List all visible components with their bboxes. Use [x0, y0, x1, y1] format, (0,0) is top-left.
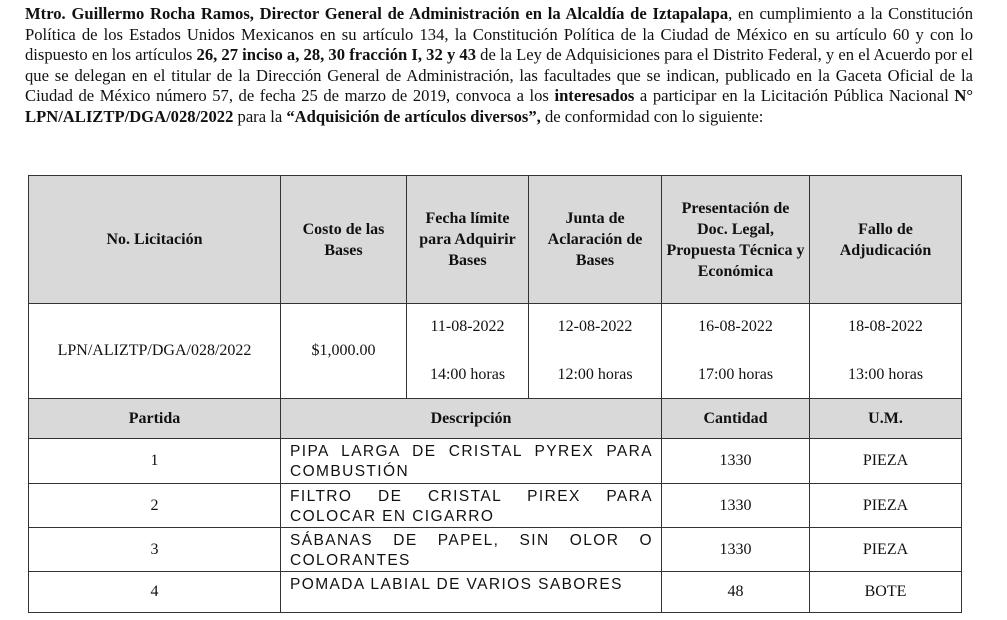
fecha-limite-cell	[407, 304, 529, 399]
adquisicion-title: “Adquisición de artículos diversos”,	[286, 106, 541, 126]
partida-description: FILTRO DE CRISTAL PIREX PARA COLOCAR EN CIGARRO	[281, 484, 662, 528]
partida-number: 3	[29, 528, 281, 572]
presentacion-cell	[662, 304, 810, 399]
fallo-cell	[810, 304, 962, 399]
partida-description: SÁBANAS DE PAPEL, SIN OLOR O COLORANTES	[281, 528, 662, 572]
partida-unit: BOTE	[810, 572, 962, 613]
junta-cell	[529, 304, 662, 399]
partida-quantity: 1330	[662, 439, 810, 484]
fallo-date: 18-08-2022	[848, 318, 923, 335]
header-um: U.M.	[810, 399, 962, 439]
header-descripcion: Descripción	[281, 399, 662, 439]
partida-quantity: 48	[662, 572, 810, 613]
table-row	[29, 484, 962, 528]
partidas-header-row	[29, 399, 962, 439]
partida-description: POMADA LABIAL DE VARIOS SABORES	[281, 572, 662, 613]
issuer-name: Mtro. Guillermo Rocha Ramos, Director General de Administración en la Alcaldía de Iztapalapa	[25, 4, 729, 23]
junta-time: 12:00 horas	[557, 366, 633, 383]
licitacion-number: LPN/ALIZTP/DGA/028/2022	[29, 304, 281, 399]
header-fallo: Fallo de Adjudicación	[810, 176, 962, 304]
partida-description: PIPA LARGA DE CRISTAL PYREX PARA COMBUSTIÓN	[281, 439, 662, 484]
costo-bases-value: $1,000.00	[281, 304, 407, 399]
intro-text-5: de conformidad con lo siguiente:	[540, 106, 764, 126]
header-fecha-limite: Fecha límite para Adquirir Bases	[407, 176, 529, 304]
licitacion-table	[28, 175, 962, 613]
fecha-limite-date: 11-08-2022	[430, 318, 505, 335]
presentacion-time: 17:00 horas	[697, 366, 774, 383]
intro-text-3: a participar en la Licitación Pública Nacional	[634, 86, 955, 105]
partida-unit: PIEZA	[810, 439, 962, 484]
licitacion-row	[29, 304, 962, 399]
partida-unit: PIEZA	[810, 484, 962, 528]
header-no-licitacion: No. Licitación	[29, 176, 281, 304]
header-cantidad: Cantidad	[662, 399, 810, 439]
header-costo-bases: Costo de las Bases	[281, 176, 407, 304]
articles-list: 26, 27 inciso a, 28, 30 fracción I, 32 y 43	[196, 45, 476, 64]
intro-text-2: de la Ley de Adquisiciones para el Distrito Federal, y en el Acuerdo por el que se delegan en el titular de la Dirección General de Administración, las facultades que se indican, publicado en la Gaceta Oficial de la Ciudad de México número 57, de fecha 25 de marzo de 2019, convoca a los	[25, 45, 973, 105]
table-row	[29, 572, 962, 613]
table-row	[29, 528, 962, 572]
fallo-time: 13:00 horas	[847, 366, 924, 383]
convocatoria-intro-paragraph	[25, 4, 973, 127]
partida-number: 1	[29, 439, 281, 484]
header-partida: Partida	[29, 399, 281, 439]
table-row	[29, 439, 962, 484]
header-junta-aclaracion: Junta de Aclaración de Bases	[529, 176, 662, 304]
junta-date: 12-08-2022	[557, 318, 633, 335]
partida-quantity: 1330	[662, 528, 810, 572]
partida-unit: PIEZA	[810, 528, 962, 572]
header-presentacion: Presentación de Doc. Legal, Propuesta Técnica y Económica	[662, 176, 810, 304]
presentacion-date: 16-08-2022	[698, 318, 773, 335]
licitacion-number-text: N° LPN/ALIZTP/DGA/028/2022	[25, 86, 974, 126]
table-header-row	[29, 176, 962, 304]
intro-text-4: para la	[233, 106, 287, 126]
fecha-limite-time: 14:00 horas	[429, 366, 506, 383]
partida-number: 4	[29, 572, 281, 613]
partida-quantity: 1330	[662, 484, 810, 528]
partida-number: 2	[29, 484, 281, 528]
interesados-text: interesados	[554, 86, 635, 105]
intro-text-1: , en cumplimiento a la Constitución Política de los Estados Unidos Mexicanos en su artículo 134, la Constitución Política de la Ciudad de México en su artículo 60 y con lo dispuesto en los artículos	[25, 4, 974, 64]
